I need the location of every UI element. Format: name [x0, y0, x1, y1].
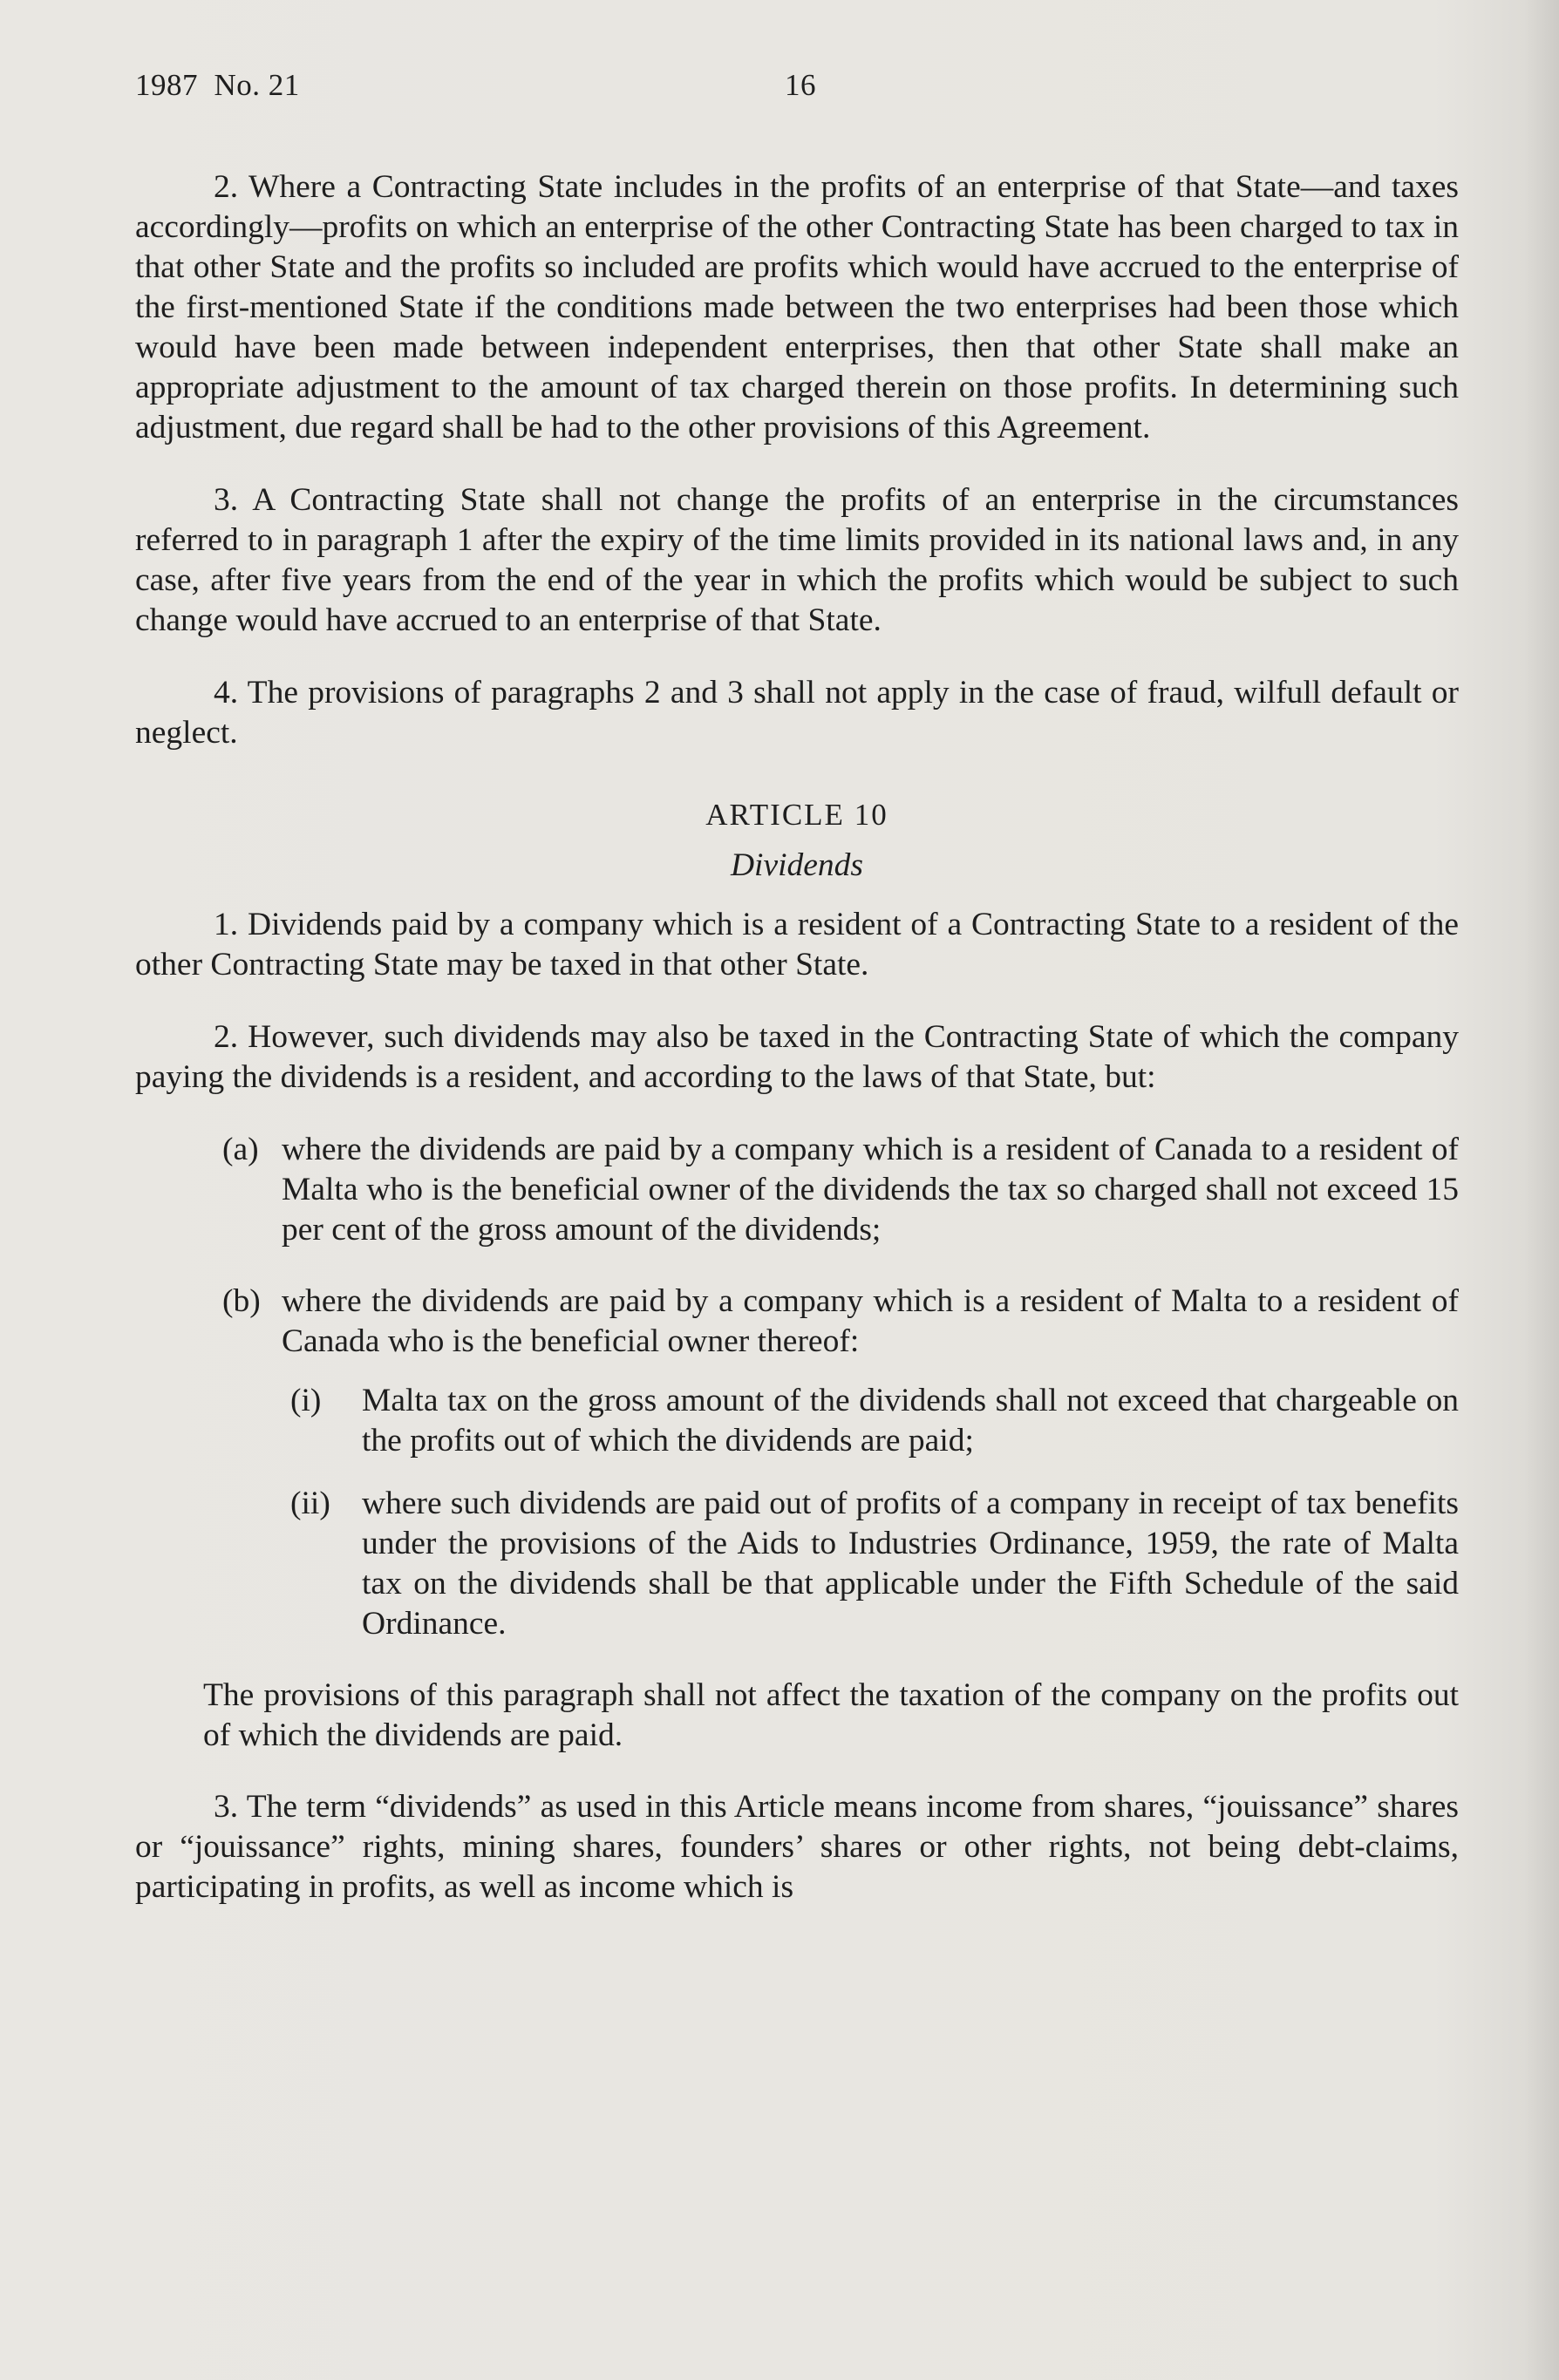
page-body [135, 167, 1459, 1940]
sub-item-i-text: Malta tax on the gross amount of the dividends shall not exceed that chargeable on the profits out of which the dividends are paid; [362, 1383, 1459, 1459]
article-paragraph-2: 2. However, such dividends may also be taxed in the Contracting State of which the company paying the dividends is a resident, and according to the laws of that State, but: [135, 1019, 1459, 1095]
gazette-reference: 1987 No. 21 [135, 68, 300, 102]
paragraph-2: 2. Where a Contracting State includes in the profits of an enterprise of that State—and taxes accordingly—profits on which an enterprise of the other Contracting State has been charged to tax in that other State and the profits so included are profits which would have accrued to the enterprise of the first-mentioned State if the conditions made between the two enterprises had been those which would have been made between independent enterprises, then that other State shall make an appropriate adjustment to the amount of tax charged therein on those profits. In determining such adjustment, due regard shall be had to the other provisions of this Agreement. [135, 169, 1459, 445]
page-header [135, 68, 816, 103]
paragraph-3: 3. A Contracting State shall not change the profits of an enterprise in the circumstances referred to in paragraph 1 after the expiry of the time limits provided in its national laws and, in any case, after five years from the end of the year in which the profits which would be subject to such change would have accrued to an enterprise of that State. [135, 482, 1459, 638]
page-number: 16 [785, 68, 816, 102]
sub-item-i-label: (i) [290, 1383, 322, 1418]
sub-item-ii-label: (ii) [290, 1486, 330, 1521]
page-edge-shadow [1524, 0, 1559, 2380]
paragraph-4: 4. The provisions of paragraphs 2 and 3 shall not apply in the case of fraud, wilfull default or neglect. [135, 675, 1459, 751]
article-heading: ARTICLE 10 [705, 798, 888, 832]
list-item-b-label: (b) [222, 1283, 261, 1319]
article-title: Dividends [730, 847, 864, 883]
list-item-b [135, 1282, 1459, 1362]
list-item-a-label: (a) [222, 1132, 259, 1167]
article-paragraph-1: 1. Dividends paid by a company which is a resident of a Contracting State to a resident of the other Contracting State may be taxed in that other State. [135, 907, 1459, 983]
sub-item-ii-text: where such dividends are paid out of profits of a company in receipt of tax benefits under the provisions of the Aids to Industries Ordinance, 1959, the rate of Malta tax on the dividends shall be that applicable under the Fifth Schedule of the said Ordinance. [362, 1486, 1459, 1642]
article-paragraph-3: 3. The term “dividends” as used in this Article means income from shares, “jouissance” shares or “jouissance” rights, mining shares, founders’ shares or other rights, not being debt-claims, participating in profits, as well as income which is [135, 1789, 1459, 1905]
list-item-b-text: where the dividends are paid by a company which is a resident of Malta to a resident of Canada who is the beneficial owner thereof: [282, 1283, 1459, 1359]
paragraph-note: The provisions of this paragraph shall not affect the taxation of the company on the profits out of which the dividends are paid. [203, 1677, 1459, 1753]
list-item-a-text: where the dividends are paid by a company which is a resident of Canada to a resident of Malta who is the beneficial owner of the dividends the tax so charged shall not exceed 15 per cent of the gross amount of the dividends; [282, 1132, 1459, 1248]
sub-item-i [135, 1381, 1459, 1461]
sub-item-ii [135, 1484, 1459, 1644]
list-item-a [135, 1130, 1459, 1250]
